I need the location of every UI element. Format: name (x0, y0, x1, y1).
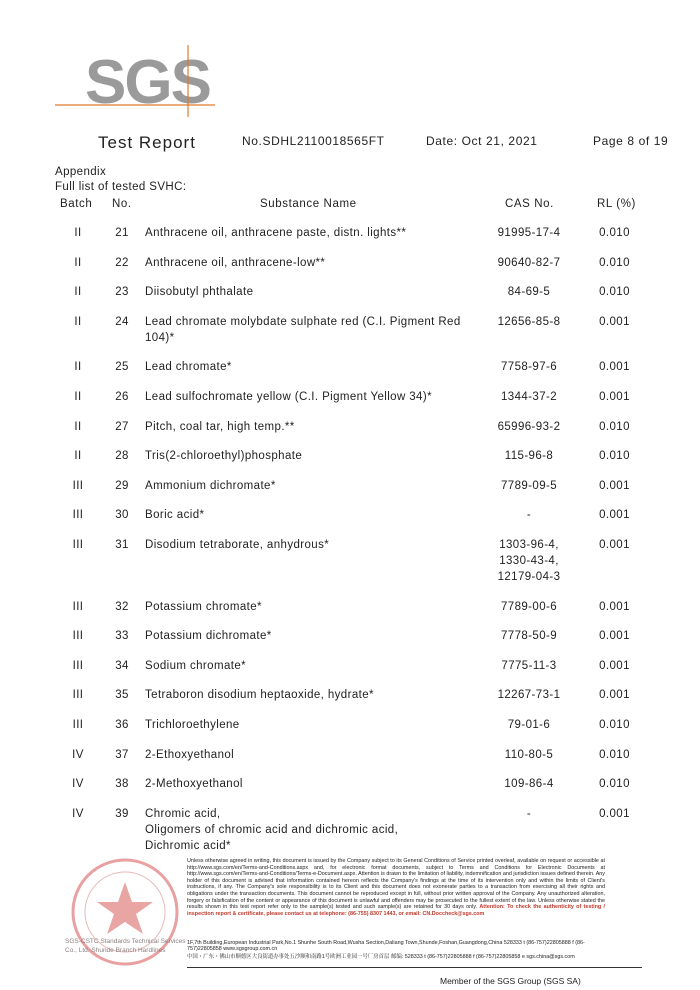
report-number: No.SDHL2110018565FT (242, 134, 385, 148)
cell-cas-no (475, 448, 583, 464)
cell-rl: 0.001 (599, 600, 630, 613)
substance-name-line: Potassium chromate* (145, 600, 262, 613)
cas-number-line: - (526, 509, 532, 522)
cell-no: 21 (115, 227, 129, 239)
cell-rl: 0.010 (599, 227, 630, 239)
cell-rl: 0.001 (599, 807, 630, 820)
cell-no: 36 (115, 719, 129, 731)
cell-cas-no (475, 806, 583, 822)
cell-rl: 0.001 (599, 315, 630, 328)
cell-cas-no (475, 717, 583, 733)
substance-name-line: 2-Methoxyethanol (145, 778, 243, 791)
substance-name-line: Ammonium dichromate* (145, 479, 276, 492)
cas-number-line: 90640-82-7 (497, 256, 561, 269)
cas-number-line: 12656-85-8 (497, 315, 561, 328)
cell-rl: 0.010 (599, 778, 630, 791)
cas-number-line: 79-01-6 (507, 719, 551, 731)
cell-substance-name (145, 628, 465, 644)
cell-substance-name (145, 225, 465, 241)
cell-rl: 0.001 (599, 630, 630, 643)
cell-substance-name (145, 314, 465, 346)
cell-no: 38 (115, 778, 129, 791)
substance-name-line: Chromic acid, (145, 807, 221, 820)
cell-no: 26 (115, 391, 129, 403)
cell-no: 28 (115, 450, 129, 463)
cell-substance-name (145, 419, 465, 435)
cell-cas-no (475, 776, 583, 792)
substance-name-line: 2-Ethoxyethanol (145, 748, 235, 761)
seal-label: SGS-CSTC Standards Technical Services Co., Ltd. Shunde Branch Hardlines (65, 938, 186, 954)
cell-substance-name (145, 284, 465, 300)
col-header-substance: Substance Name (260, 198, 357, 210)
cell-substance-name (145, 255, 465, 271)
page-number: Page 8 of 19 (593, 134, 669, 148)
cell-rl: 0.010 (599, 420, 630, 433)
cell-no: 23 (115, 286, 129, 299)
cell-batch: III (72, 659, 84, 672)
cell-no: 33 (115, 630, 129, 643)
cell-cas-no (475, 687, 583, 703)
substance-name-line: Lead chromate* (145, 361, 232, 374)
cell-cas-no (475, 628, 583, 644)
cell-cas-no (475, 537, 583, 585)
cell-substance-name (145, 537, 465, 553)
cell-batch: IV (72, 778, 84, 791)
cas-number-line: 1330-43-4, (499, 555, 559, 567)
cell-batch: IV (72, 748, 84, 761)
cell-substance-name (145, 658, 465, 674)
cell-substance-name (145, 747, 465, 763)
cell-rl: 0.001 (599, 479, 630, 492)
substance-name-line: Potassium dichromate* (145, 630, 272, 643)
address-chinese: 中国・广东・佛山市顺德区大良街道办事处五沙顺和南路1号欧洲工业园一号厂房首层 邮编: 528333 t (86-757)22805888 f (86-757)22805858 e sgs.china@sgs.com (187, 954, 575, 960)
cell-no: 34 (115, 659, 129, 672)
substance-name-line: Trichloroethylene (145, 719, 240, 731)
cell-substance-name (145, 389, 465, 405)
cell-rl: 0.001 (599, 539, 630, 551)
cas-number-line: 110-80-5 (504, 748, 554, 761)
cell-batch: III (72, 539, 84, 551)
substance-name-line: Disodium tetraborate, anhydrous* (145, 539, 330, 551)
cell-no: 31 (115, 539, 129, 551)
sgs-logo (55, 45, 215, 117)
cell-rl: 0.001 (599, 391, 630, 403)
cas-number-line: 7789-00-6 (500, 600, 558, 613)
cell-cas-no (475, 359, 583, 375)
cell-substance-name (145, 687, 465, 703)
address-english: 1F,7th Building,European Industrial Park,No.1 Shunhe South Road,Wusha Section,Daliang Town,Shunde,Foshan,Guangdong,China 528333 t (86-757)22805888 f (86-757)22805858 www.sgsgroup.com.cn (187, 940, 585, 952)
cas-number-line: 12179-04-3 (497, 571, 561, 583)
col-header-cas: CAS No. (505, 198, 554, 210)
cell-cas-no (475, 284, 583, 300)
col-header-no: No. (112, 198, 132, 210)
cell-substance-name (145, 507, 465, 523)
cell-no: 24 (115, 315, 129, 328)
cell-batch: III (72, 479, 84, 492)
footer-divider (187, 967, 642, 968)
cas-number-line: 7778-50-9 (500, 630, 558, 643)
cas-number-line: 12267-73-1 (497, 689, 561, 702)
cell-rl: 0.001 (599, 509, 630, 522)
cell-no: 32 (115, 600, 129, 613)
cell-rl: 0.001 (599, 689, 630, 702)
cas-number-line: 1344-37-2 (500, 391, 558, 403)
cell-no: 37 (115, 748, 129, 761)
cell-batch: II (74, 315, 82, 328)
cell-batch: III (72, 719, 84, 731)
substance-name-line: Lead chromate molybdate sulphate red (C.I. Pigment Red (145, 315, 461, 328)
cell-batch: III (72, 600, 84, 613)
cas-number-line: 115-96-8 (504, 450, 554, 463)
cell-substance-name (145, 448, 465, 464)
substance-name-line: Anthracene oil, anthracene paste, distn. lights** (145, 227, 407, 239)
substance-name-line: Oligomers of chromic acid and dichromic acid, (145, 823, 399, 836)
cell-rl: 0.010 (599, 450, 630, 463)
cell-no: 30 (115, 509, 129, 522)
cell-rl: 0.010 (599, 256, 630, 269)
cell-substance-name (145, 599, 465, 615)
cell-no: 29 (115, 479, 129, 492)
report-date: Date: Oct 21, 2021 (426, 134, 538, 148)
legal-disclaimer (187, 858, 605, 917)
cell-no: 25 (115, 361, 129, 374)
substance-name-line: Tris(2-chloroethyl)phosphate (145, 450, 303, 463)
cas-number-line: 7758-97-6 (500, 361, 558, 374)
cell-batch: II (74, 450, 82, 463)
cell-cas-no (475, 225, 583, 241)
cell-substance-name (145, 776, 465, 792)
cell-cas-no (475, 478, 583, 494)
cell-substance-name (145, 806, 465, 854)
substance-name-line: Diisobutyl phthalate (145, 286, 254, 299)
attention-text: Attention: To check the authenticity of testing / inspection report & certificate, please contact us at telephone: (86-755) 8307 1443, or email: CN.Doccheck@sgs.com (187, 904, 606, 917)
col-header-batch: Batch (60, 198, 93, 210)
cell-rl: 0.001 (599, 361, 630, 374)
disclaimer-text: Unless otherwise agreed in writing, this document is issued by the Company subject to its General Conditions of Service printed overleaf, available on request or accessible at http://www.sgs.com/en/Terms-and-Conditions.aspx and, for electronic format documents, subject to Terms and Conditions for Electronic Documents at http://www.sgs.com/en/Terms-and-Conditions/Terms-e-Document.aspx. Attention is drawn to the limitation of liability, indemnification and jurisdiction issues defined therein. Any holder of this document is advised that information contained hereon reflects the Company's findings at the time of its intervention only and within the limits of Client's instructions, if any. The Company's sole responsibility is to its Client and this document does not exonerate parties to a transaction from exercising all their rights and obligations under the transaction documents. This document cannot be reproduced except in full, without prior written approval of the Company. Any unauthorized alteration, forgery or falsification of the content or appearance of this document is unlawful and offenders may be prosecuted to the fullest extent of the law. Unless otherwise stated the results shown in this test report refer only to the sample(s) tested and such sample(s) are retained for 30 days only. (187, 858, 605, 911)
substance-name-line: 104)* (145, 331, 175, 344)
cas-number-line: 7789-09-5 (500, 479, 558, 492)
cell-no: 35 (115, 689, 129, 702)
cell-substance-name (145, 478, 465, 494)
cell-no: 27 (115, 420, 129, 433)
cell-batch: III (72, 689, 84, 702)
cas-number-line: 1303-96-4, (499, 539, 559, 551)
cell-batch: II (74, 256, 82, 269)
cell-rl: 0.001 (599, 659, 630, 672)
cell-rl: 0.010 (599, 286, 630, 299)
cell-rl: 0.010 (599, 719, 630, 731)
substance-name-line: Anthracene oil, anthracene-low** (145, 256, 326, 269)
member-of-sgs: Member of the SGS Group (SGS SA) (440, 976, 581, 986)
cell-batch: III (72, 509, 84, 522)
cell-cas-no (475, 389, 583, 405)
cell-no: 39 (115, 807, 129, 820)
cas-number-line: 84-69-5 (507, 286, 551, 299)
cell-cas-no (475, 419, 583, 435)
cas-number-line: 109-86-4 (504, 778, 554, 791)
substance-name-line: Dichromic acid* (145, 839, 231, 852)
cell-batch: IV (72, 807, 84, 820)
cell-cas-no (475, 314, 583, 330)
cell-cas-no (475, 658, 583, 674)
cell-substance-name (145, 359, 465, 375)
cell-batch: II (74, 391, 82, 403)
cas-number-line: 65996-93-2 (497, 420, 561, 433)
cell-batch: II (74, 361, 82, 374)
substance-name-line: Sodium chromate* (145, 659, 246, 672)
cell-rl: 0.010 (599, 748, 630, 761)
substance-name-line: Pitch, coal tar, high temp.** (145, 420, 295, 433)
cas-number-line: - (526, 807, 532, 820)
cas-number-line: 7775-11-3 (501, 659, 557, 672)
cell-batch: II (74, 420, 82, 433)
report-title: Test Report (98, 133, 196, 152)
substance-name-line: Tetraboron disodium heptaoxide, hydrate* (145, 689, 374, 702)
svg-text:SGS: SGS (85, 48, 210, 117)
col-header-rl: RL (%) (597, 198, 636, 210)
cell-batch: II (74, 227, 82, 239)
appendix-subheading: Full list of tested SVHC: (55, 181, 187, 193)
cell-cas-no (475, 255, 583, 271)
substance-name-line: Boric acid* (145, 509, 205, 522)
cell-no: 22 (115, 256, 129, 269)
cas-number-line: 91995-17-4 (497, 227, 561, 239)
cell-cas-no (475, 747, 583, 763)
cell-cas-no (475, 507, 583, 523)
cell-substance-name (145, 717, 465, 733)
cell-batch: III (72, 630, 84, 643)
cell-cas-no (475, 599, 583, 615)
substance-name-line: Lead sulfochromate yellow (C.I. Pigment Yellow 34)* (145, 391, 432, 403)
cell-batch: II (74, 286, 82, 299)
appendix-heading: Appendix (55, 166, 107, 178)
